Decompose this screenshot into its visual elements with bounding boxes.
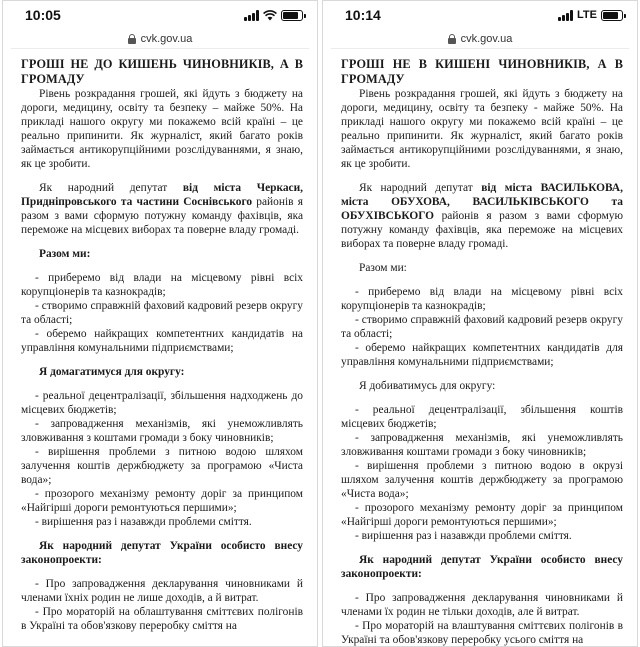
address-bar[interactable] [331, 29, 629, 49]
lock-icon [448, 34, 456, 44]
network-label: LTE [577, 9, 597, 21]
district-goals-heading: Я добиватимусь для округу: [359, 380, 496, 392]
laws-heading: Як народний депутат України особисто внесу законопроекти: [21, 540, 303, 566]
status-bar [323, 1, 637, 29]
article-content [3, 49, 317, 633]
list-item: - вирішення раз і назавжди проблеми сміття. [355, 530, 572, 542]
list-item: - приберемо від влади на місцевому рівні всіх корупціонерів та казнокрадів; [341, 286, 623, 312]
list-item: - прозорого механізму ремонту доріг за принципом «Найгірші дороги ремонтуються першими»; [341, 502, 623, 528]
phone-screen-left [2, 0, 318, 647]
list-item: - вирішення проблеми з питною водою шляхом залучення коштів держбюджету за програмою «Чиста вода»; [21, 446, 303, 486]
together-heading: Разом ми: [39, 248, 91, 260]
list-item: - прозорого механізму ремонту доріг за принципом «Найгірші дороги ремонтуються першими»; [21, 488, 303, 514]
intro-paragraph: Рівень розкрадання грошей, які йдуть з бюджету на дороги, медицину, освіту та безпеку – майже 50%. На прикладі нашого округу ми покажемо всій країні – це реально припинити. Як журналіст, який багато років займається антикорупційними розслідуваннями, я знаю, як це зробити. [21, 88, 303, 170]
article-title: ГРОШІ НЕ ДО КИШЕНЬ ЧИНОВНИКІВ, А В ГРОМАДУ [21, 57, 303, 86]
phone-screen-right [322, 0, 638, 647]
list-item: - Про запровадження декларування чиновниками й членами їх родин не тільки доходів, але й витрат. [341, 592, 623, 618]
status-time: 10:14 [345, 7, 381, 23]
signal-icon [558, 10, 573, 21]
lock-icon [128, 34, 136, 44]
intro-paragraph: Рівень розкрадання грошей, які йдуть з бюджету на дороги, медицину, освіту та безпеку - майже 50%. На прикладі нашого округу ми покажемо всій країні – це реально припинити. Як журналіст, який багато років займається антикорупційними розслідуваннями, я знаю, як це зробити. [341, 88, 623, 170]
article-title: ГРОШІ НЕ В КИШЕНІ ЧИНОВНИКІВ, А В ГРОМАДУ [341, 57, 623, 86]
district-paragraph: Як народний депутат від міста ВАСИЛЬКОВА, міста ОБУХОВА, ВАСИЛЬКІВСЬКОГО та ОБУХІВСЬКОГО районів я разом з вами сформую потужну команду фахівців, яка переможе на місцевих виборах та поверне владу громаді. [341, 182, 623, 250]
list-item: - запровадження механізмів, які унеможливлять зловживання з коштами громади з боку чиновників; [21, 418, 303, 444]
list-item: - реальної децентралізації, збільшення коштів місцевих бюджетів; [341, 404, 623, 430]
laws-heading: Як народний депутат України особисто внесу законопроекти: [341, 554, 623, 580]
list-item: - оберемо найкращих компетентних кандидатів на управління комунальними підприємствами; [21, 328, 303, 354]
battery-icon [601, 10, 623, 21]
list-item: - оберемо найкращих компетентних кандидатів для управління комунальними підприємствами; [341, 342, 623, 368]
list-item: - запровадження механізмів, які унеможливлять зловживання коштами громади з боку чиновників; [341, 432, 623, 458]
url-text: cvk.gov.ua [140, 32, 193, 45]
wifi-icon [263, 10, 277, 21]
battery-icon [281, 10, 303, 21]
status-icons [558, 9, 623, 21]
status-time: 10:05 [25, 7, 61, 23]
together-heading: Разом ми: [359, 262, 407, 274]
district-paragraph: Як народний депутат від міста Черкаси, Придніпровського та частини Соснівського районів я разом з вами сформую потужну команду фахівців, яка переможе на місцевих виборах та поверне владу громаді. [21, 182, 304, 236]
list-item: - створимо справжній фаховий кадровий резерв округу та області; [341, 314, 623, 340]
status-bar [3, 1, 317, 29]
article-content [323, 49, 637, 647]
list-item: - створимо справжній фаховий кадровий резерв округу та області; [21, 300, 303, 326]
list-item: - вирішення проблеми з питною водою в окрузі шляхом залучення коштів держбюджету за програмою «Чиста вода»; [341, 460, 623, 500]
district-name: від міста Черкаси, Придніпровського та частини Соснівського [21, 182, 304, 208]
list-item: - Про запровадження декларування чиновниками й членами їхніх родин не лише доходів, а й витрат. [21, 578, 303, 604]
list-item: - реальної децентралізації, збільшення надходжень до місцевих бюджетів; [21, 390, 303, 416]
list-item: - Про мораторій на облаштування сміттєвих полігонів в Україні та обов'язкову переробку сміття на [21, 606, 303, 632]
signal-icon [244, 10, 259, 21]
status-icons [244, 10, 303, 21]
list-item: - Про мораторій на влаштування сміттєвих полігонів в Україні та обов'язкову переробку усього сміття на [341, 620, 623, 646]
list-item: - вирішення раз і назавжди проблеми сміття. [35, 516, 252, 528]
url-text: cvk.gov.ua [460, 32, 513, 45]
district-name: від міста ВАСИЛЬКОВА, міста ОБУХОВА, ВАСИЛЬКІВСЬКОГО та ОБУХІВСЬКОГО [341, 182, 623, 222]
address-bar[interactable] [11, 29, 309, 49]
district-goals-heading: Я домагатимуся для округу: [39, 366, 185, 378]
list-item: - приберемо від влади на місцевому рівні всіх корупціонерів та казнокрадів; [21, 272, 303, 298]
